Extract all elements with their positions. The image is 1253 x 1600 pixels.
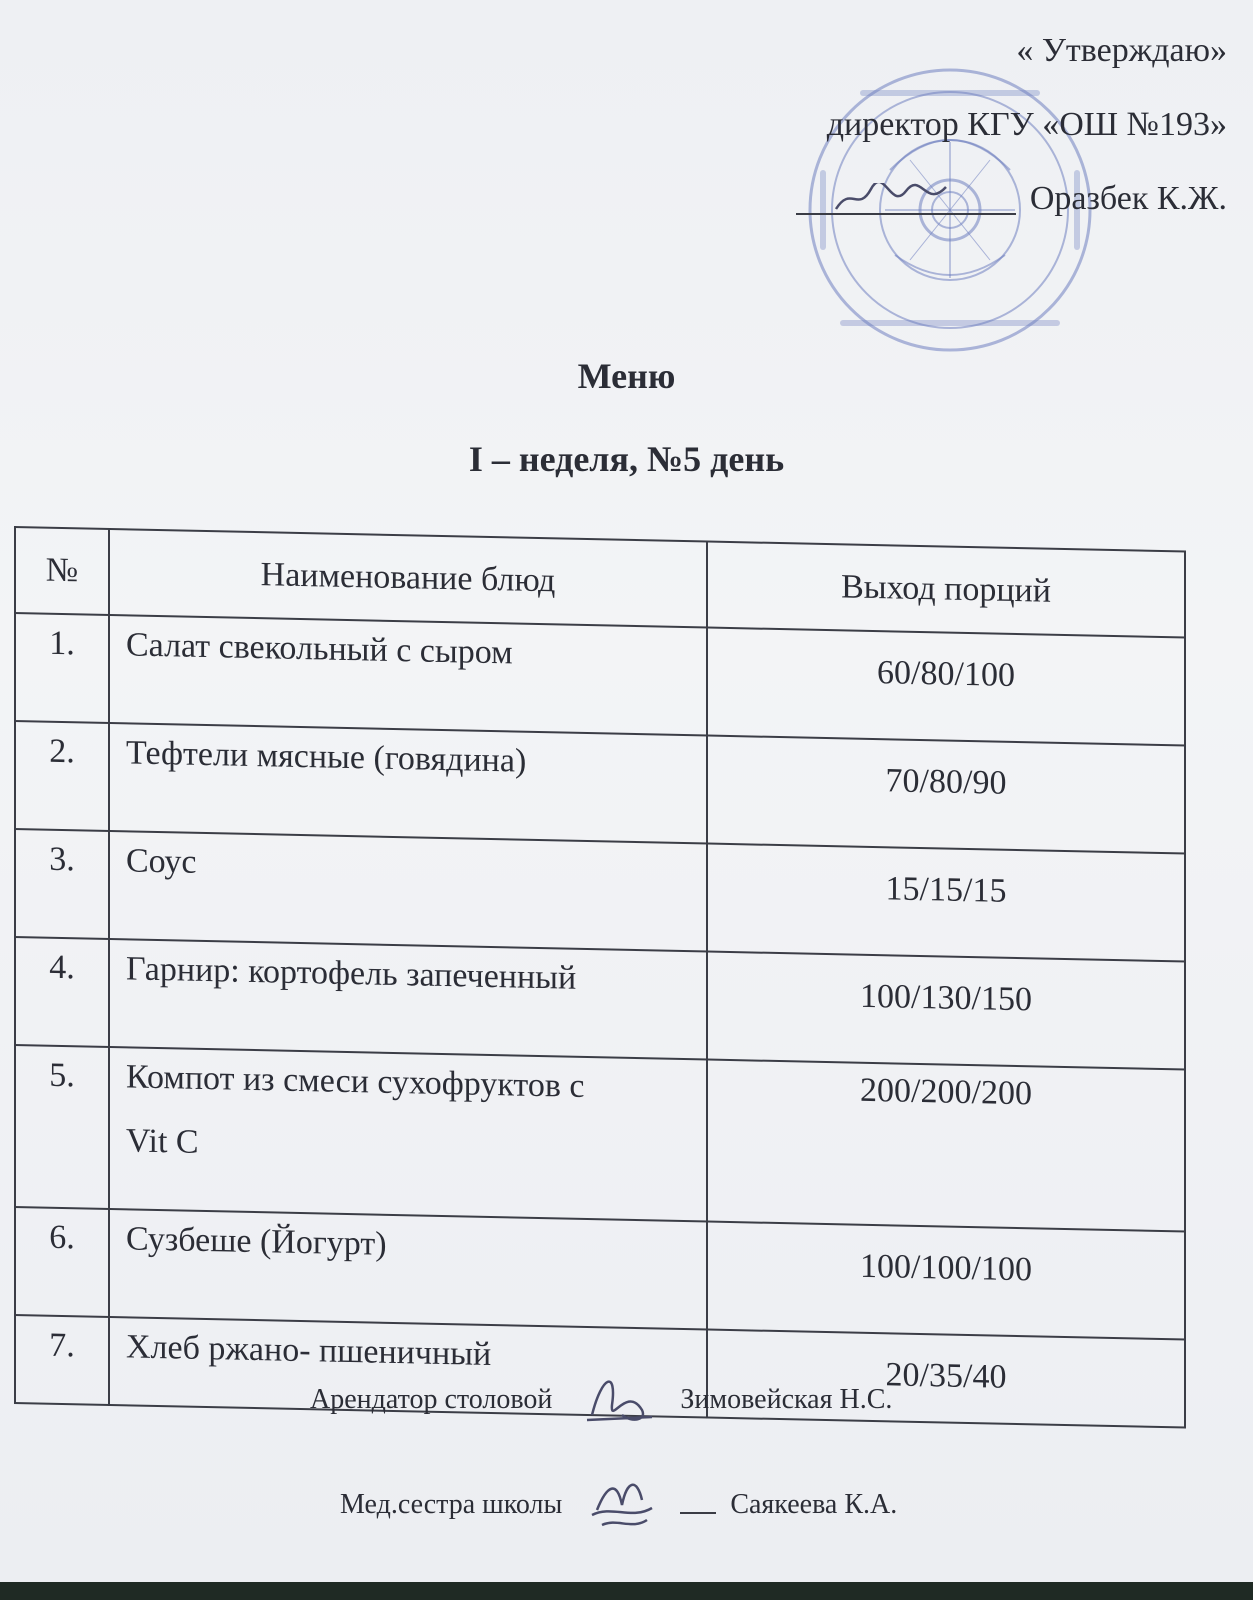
approval-heading: « Утверждаю» (1016, 32, 1227, 69)
row-number: 4. (15, 937, 109, 1047)
row-dish-name: Хлеб ржано- пшеничный (109, 1317, 707, 1418)
row-dish-name: Соус (109, 831, 707, 952)
row-dish-name: Сузбеше (Йогурт) (109, 1209, 707, 1330)
director-name: Оразбек К.Ж. (1029, 180, 1227, 217)
header-number: № (15, 527, 109, 615)
screen-bottom-edge (0, 1582, 1253, 1600)
header-portion-output: Выход порций (707, 542, 1185, 638)
row-dish-name: Компот из смеси сухофруктов с (126, 1058, 585, 1105)
row-dish-name-continued: Vit C (126, 1122, 199, 1161)
row-portion-output: 200/200/200 (707, 1060, 1185, 1232)
tenant-signature (572, 1365, 662, 1435)
page-title: Меню (577, 356, 676, 396)
row-portion-output: 15/15/15 (707, 844, 1185, 962)
row-number: 3. (15, 829, 109, 939)
menu-table (14, 526, 1186, 1429)
row-number: 5. (15, 1045, 109, 1209)
row-dish-name: Гарнир: кортофель запеченный (109, 939, 707, 1060)
row-portion-output: 100/130/150 (707, 952, 1185, 1070)
signature-row-nurse (340, 1470, 897, 1540)
signature-name: Саякеева К.А. (730, 1489, 898, 1520)
row-number: 1. (15, 613, 109, 723)
signature-role: Арендатор столовой (310, 1384, 553, 1415)
row-portion-output: 60/80/100 (707, 628, 1185, 746)
row-portion-output: 70/80/90 (707, 736, 1185, 854)
approval-block (796, 14, 1227, 236)
row-dish-name: Тефтели мясные (говядина) (109, 723, 707, 844)
header-dish-name: Наименование блюд (109, 529, 707, 628)
row-dish-name: Салат свекольный с сыром (109, 615, 707, 736)
nurse-signature (582, 1470, 672, 1540)
row-number: 7. (15, 1315, 109, 1405)
signature-row-tenant (310, 1365, 892, 1435)
signature-role: Мед.сестра школы (340, 1489, 563, 1520)
table-row (15, 1045, 1185, 1232)
row-dish-name-cell (109, 1047, 707, 1222)
signature-name: Зимовейская Н.С. (680, 1384, 893, 1415)
approval-position: директор КГУ «ОШ №193» (826, 106, 1227, 143)
signature-dash (680, 1512, 716, 1514)
page-subtitle: I – неделя, №5 день (468, 439, 785, 479)
approval-signature-line (796, 162, 1227, 236)
row-number: 6. (15, 1207, 109, 1317)
row-portion-output: 20/35/40 (707, 1330, 1185, 1428)
row-number: 2. (15, 721, 109, 831)
director-signature (796, 183, 1016, 215)
row-portion-output: 100/100/100 (707, 1222, 1185, 1340)
